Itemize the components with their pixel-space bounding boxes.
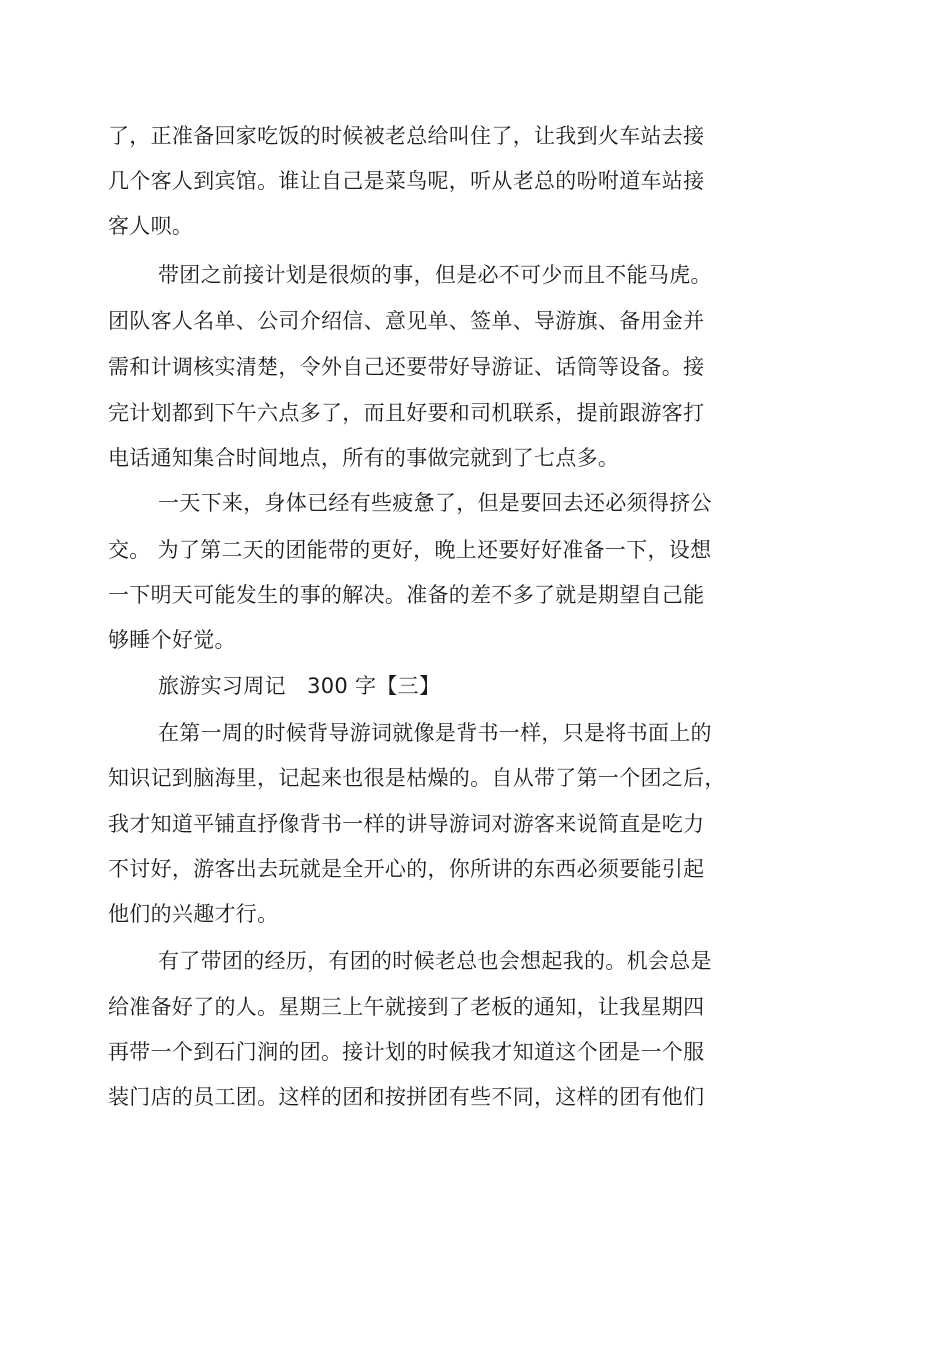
text-line: 他们的兴趣才行。: [108, 902, 279, 926]
text-line: 了，正准备回家吃饭的时候被老总给叫住了，让我到火车站去接: [108, 124, 705, 148]
section-heading: 旅游实习周记 300 字【三】: [158, 674, 441, 698]
text-line: 给准备好了的人。星期三上午就接到了老板的通知，让我星期四: [108, 995, 705, 1019]
paragraph-start-line: 带团之前接计划是很烦的事，但是必不可少而且不能马虎。: [158, 263, 712, 287]
text-line: 需和计调核实清楚，令外自己还要带好导游证、话筒等设备。接: [108, 355, 705, 379]
text-line: 完计划都到下午六点多了，而且好要和司机联系，提前跟游客打: [108, 401, 705, 425]
text-line: 再带一个到石门涧的团。接计划的时候我才知道这个团是一个服: [108, 1040, 705, 1064]
text-line: 不讨好，游客出去玩就是全开心的，你所讲的东西必须要能引起: [108, 857, 705, 881]
text-line: 一下明天可能发生的事的解决。准备的差不多了就是期望自己能: [108, 583, 705, 607]
text-line: 团队客人名单、公司介绍信、意见单、签单、导游旗、备用金并: [108, 309, 705, 333]
text-line: 客人呗。: [108, 214, 194, 238]
paragraph-start-line: 在第一周的时候背导游词就像是背书一样，只是将书面上的: [158, 721, 712, 745]
text-line: 交。 为了第二天的团能带的更好，晚上还要好好准备一下，设想: [108, 538, 712, 562]
paragraph-start-line: 有了带团的经历，有团的时候老总也会想起我的。机会总是: [158, 949, 712, 973]
text-line: 装门店的员工团。这样的团和按拼团有些不同，这样的团有他们: [108, 1085, 705, 1109]
text-line: 我才知道平铺直抒像背书一样的讲导游词对游客来说简直是吃力: [108, 812, 705, 836]
text-line: 知识记到脑海里，记起来也很是枯燥的。自从带了第一个团之后，: [108, 766, 726, 790]
text-line: 够睡个好觉。: [108, 628, 236, 652]
paragraph-start-line: 一天下来，身体已经有些疲惫了，但是要回去还必须得挤公: [158, 491, 712, 515]
text-line: 几个客人到宾馆。谁让自己是菜鸟呢，听从老总的吩咐道车站接: [108, 169, 705, 193]
text-line: 电话通知集合时间地点，所有的事做完就到了七点多。: [108, 446, 620, 470]
